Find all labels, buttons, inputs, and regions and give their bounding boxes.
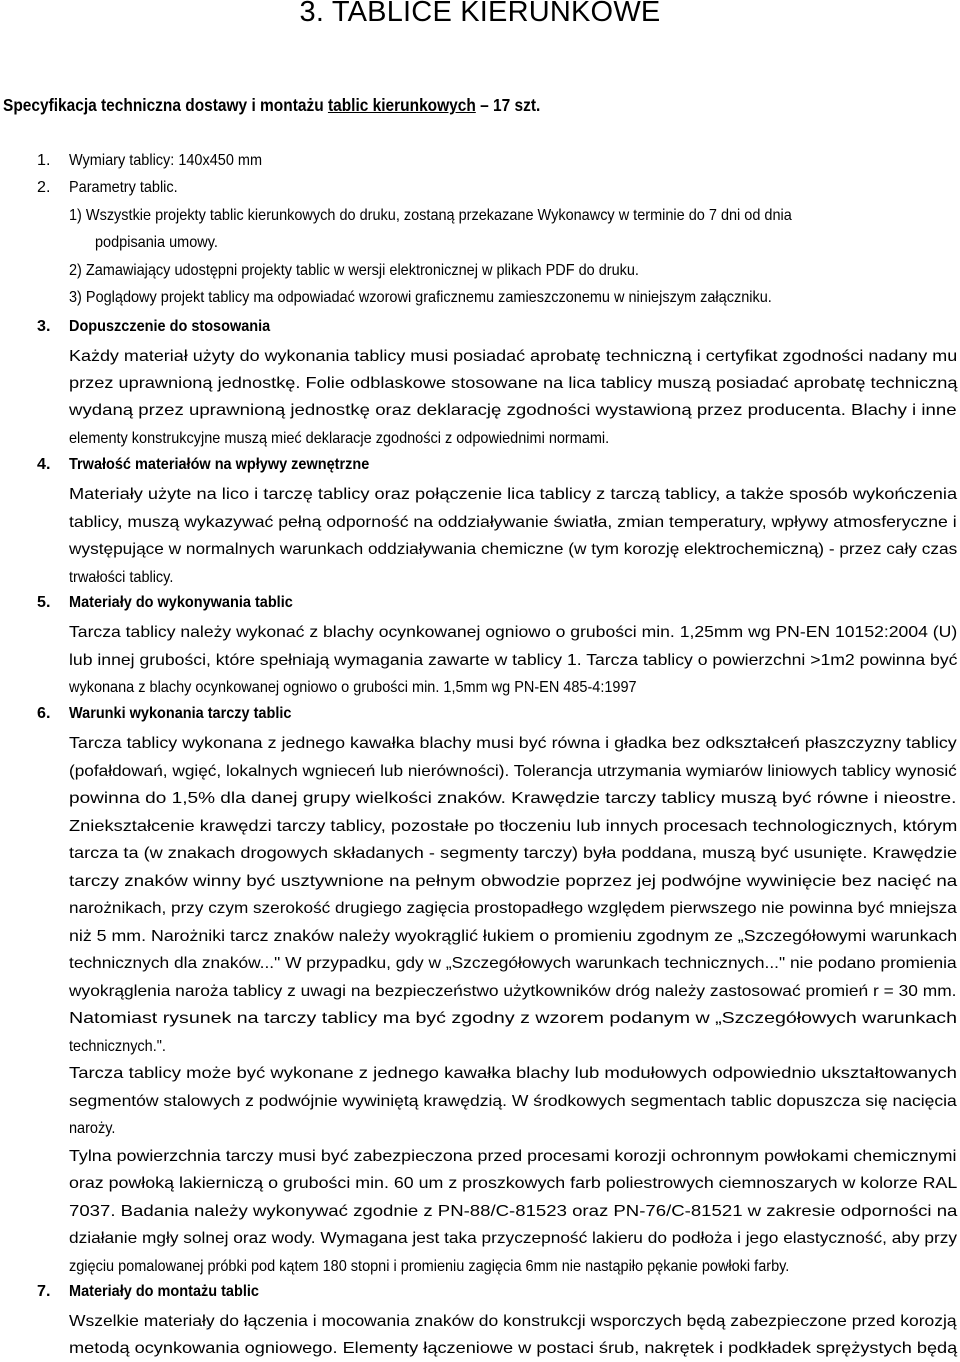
section-heading: Trwałość materiałów na wpływy zewnętrzne [69, 455, 370, 473]
section-heading: Warunki wykonania tarczy tablic [69, 704, 292, 722]
paragraph-line: Zniekształcenie krawędzi tarczy tablicy, pozostałe po tłoczeniu lub innych procesach technologicznych, którym [69, 817, 958, 835]
paragraph-line: Wszelkie materiały do łączenia i mocowania znaków do konstrukcji wsporczych będą zabezpieczone przed korozją [69, 1312, 957, 1330]
section-number: 7. [37, 1282, 51, 1300]
section-number: 5. [37, 593, 51, 611]
paragraph-line: technicznych dla znaków..." W przypadku, gdy w „Szczegółowych warunkach technicznych..." nie podano promienia [69, 954, 957, 972]
section-number: 4. [37, 455, 51, 473]
spec-suffix: – 17 szt. [475, 95, 541, 115]
section-1-label: Wymiary tablicy: 140x450 mm [69, 151, 263, 169]
list-item: 2) Zamawiający udostępni projekty tablic w wersji elektronicznej w plikach PDF do druku. [69, 261, 639, 279]
paragraph-line: wykonana z blachy ocynkowanej ogniowo o grubości min. 1,5mm wg PN-EN 485-4:1997 [69, 678, 637, 696]
paragraph-line: Tarcza tablicy należy wykonać z blachy ocynkowanej ogniowo o grubości min. 1,25mm wg PN-EN 10152:2004 (U) [69, 623, 958, 641]
paragraph-line: zgięciu pomalowanej próbki pod kątem 180 stopni i promieniu zagięcia 6mm nie nastąpiło pękanie powłoki farby. [69, 1257, 790, 1275]
section-heading: Materiały do montażu tablic [69, 1282, 259, 1300]
section-number: 1. [37, 151, 51, 169]
section-heading: Materiały do wykonywania tablic [69, 593, 293, 611]
paragraph-line: działanie mgły solnej oraz wody. Wymagana jest taka przyczepność lakieru do podłoża i jego elastyczność, aby przy [69, 1229, 958, 1247]
paragraph-line: Każdy materiał użyty do wykonania tablicy musi posiadać aprobatę techniczną i certyfikat zgodności nadany mu [69, 347, 958, 365]
paragraph-line: (pofałdowań, wgięć, lokalnych wgnieceń lub nierówności). Tolerancja utrzymania wymiarów liniowych tablicy wynosić [69, 762, 957, 780]
paragraph-line: segmentów stalowych z podwójnie wywiniętą krawędzią. W środkowych segmentach tablic dopuszcza się nacięcia [69, 1092, 957, 1110]
section-2-label: Parametry tablic. [69, 178, 178, 196]
paragraph-line: 7037. Badania należy wykonywać zgodnie z PN-88/C-81523 oraz PN-76/C-81521 w zakresie odporności na [69, 1202, 958, 1220]
paragraph-line: niż 5 mm. Narożniki tarcz znaków należy wyokrąglić łukiem o promieniu zgodnym ze „Szczegółowymi warunkach [69, 927, 958, 945]
paragraph-line: Tarcza tablicy może być wykonane z jednego kawałka blachy lub modułowych odpowiednio ukształtowanych [69, 1064, 957, 1082]
paragraph-line: Tylna powierzchnia tarczy musi być zabezpieczona przed procesami korozji ochronnym powłokami chemicznymi [69, 1147, 957, 1165]
section-number: 2. [37, 178, 51, 196]
paragraph-line: wydaną przez uprawnioną jednostkę oraz deklarację zgodności wystawioną przez producenta. Blachy i inne [69, 401, 957, 419]
specification-heading [3, 95, 540, 116]
list-item: 3) Poglądowy projekt tablicy ma odpowiadać wzorowi graficznemu zamieszczonemu w niniejszym załączniku. [69, 288, 772, 306]
paragraph-line: naroży. [69, 1119, 116, 1137]
paragraph-line: tarczy znaków winny być usztywnione na pełnym obwodzie poprzez jej podwójne wywinięcie bez nacięć na [69, 872, 958, 890]
paragraph-line: Natomiast rysunek na tarczy tablicy ma być zgodny z wzorem podanym w „Szczegółowych warunkach [69, 1009, 957, 1027]
paragraph-line: Materiały użyte na lico i tarczę tablicy oraz połączenie lica tablicy z tarczą tablicy, a także sposób wykończenia [69, 485, 958, 503]
section-number: 3. [37, 317, 51, 335]
paragraph-line: elementy konstrukcyjne muszą mieć deklaracje zgodności z odpowiednimi normami. [69, 429, 610, 447]
spec-link[interactable]: tablic kierunkowych [327, 95, 476, 115]
spec-prefix: Specyfikacja techniczna dostawy i montażu [3, 95, 328, 115]
paragraph-line: narożnikach, przy czym szerokość drugiego zagięcia prostopadłego względem pierwszego nie powinna być mniejsza [69, 899, 957, 917]
section-number: 6. [37, 704, 51, 722]
page-title: 3. TABLICE KIERUNKOWE [299, 0, 661, 28]
paragraph-line: Tarcza tablicy wykonana z jednego kawałka blachy musi być równa i gładka bez odkształceń płaszczyzny tablicy [69, 734, 957, 752]
paragraph-line: lub innej grubości, które spełniają wymagania zawarte w tablicy 1. Tarcza tablicy o powierzchni >1m2 powinna być [69, 651, 958, 669]
paragraph-line: wyokrąglenia naroża tablicy z uwagi na bezpieczeństwo użytkowników dróg należy zastosować promień r = 30 mm. [69, 982, 957, 1000]
paragraph-line: oraz powłoką lakierniczą o grubości min. 60 um z proszkowych farb poliestrowych ciemnoszarych w kolorze RAL [69, 1174, 958, 1192]
paragraph-line: trwałości tablicy. [69, 568, 174, 586]
paragraph-line: tablicy, muszą wykazywać pełną odporność na oddziaływanie światła, zmian temperatury, wpływy atmosferyczne i [69, 513, 957, 531]
paragraph-line: metodą ocynkowania ogniowego. Elementy łączeniowe w postaci śrub, nakrętek i podkładek sprężystych będą [69, 1339, 958, 1357]
paragraph-line: występujące w normalnych warunkach oddziaływania chemiczne (w tym korozję elektrochemiczną) - przez cały czas [69, 540, 958, 558]
section-heading: Dopuszczenie do stosowania [69, 317, 271, 335]
paragraph-line: technicznych.". [69, 1037, 166, 1055]
paragraph-line: tarcza ta (w znakach drogowych składanych - segmenty tarczy) była poddana, muszą być usunięte. Krawędzie [69, 844, 958, 862]
list-item: podpisania umowy. [95, 233, 218, 251]
list-item: 1) Wszystkie projekty tablic kierunkowych do druku, zostaną przekazane Wykonawcy w terminie do 7 dni od dnia [69, 206, 792, 224]
paragraph-line: przez uprawnioną jednostkę. Folie odblaskowe stosowane na lica tablicy muszą posiadać aprobatę techniczną [69, 374, 958, 392]
paragraph-line: powinna do 1,5% dla danej grupy wielkości znaków. Krawędzie tarczy tablicy muszą być równe i nieostre. [69, 789, 957, 807]
